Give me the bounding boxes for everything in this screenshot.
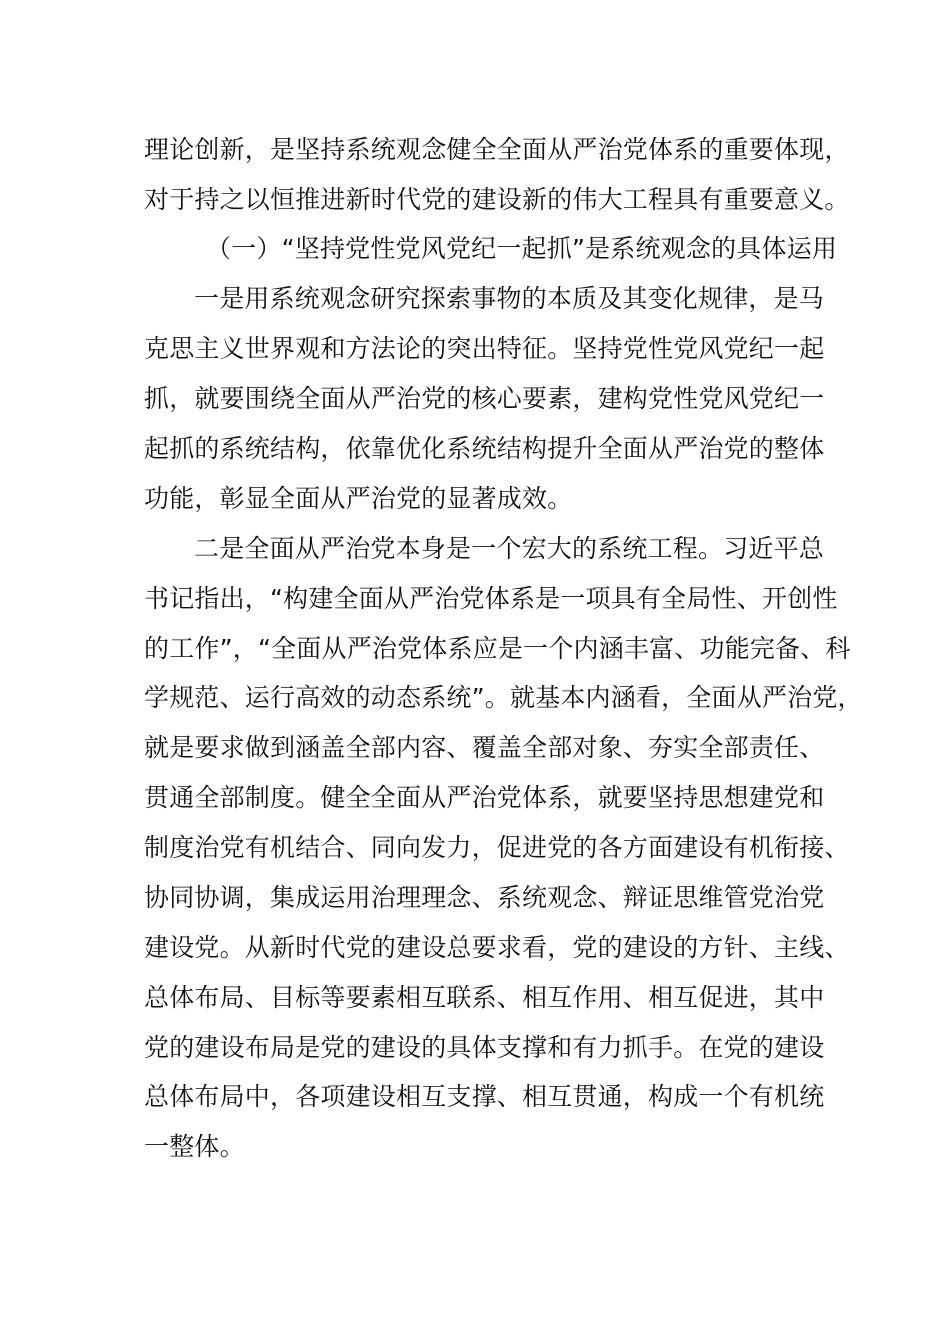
text-line: 党的建设布局是党的建设的具体支撑和有力抓手。在党的建设 [144,1033,825,1062]
text-line: 起抓的系统结构，依靠优化系统结构提升全面从严治党的整体 [144,434,825,463]
text-line: 就是要求做到涵盖全部内容、覆盖全部对象、夯实全部责任、 [144,733,825,762]
text-line: 总体布局、目标等要素相互联系、相互作用、相互促进，其中 [144,983,825,1012]
text-line: 协同协调，集成运用治理理念、系统观念、辩证思维管党治党 [144,883,825,912]
text-line: 建设党。从新时代党的建设总要求看，党的建设的方针、主线、 [144,933,850,962]
paragraph-first-line: 一是用系统观念研究探索事物的本质及其变化规律，是马 [194,284,825,313]
paragraph-first-line: 二是全面从严治党本身是一个宏大的系统工程。习近平总 [194,534,825,563]
text-line: 克思主义世界观和方法论的突出特征。坚持党性党风党纪一起 [144,334,825,363]
text-line: 学规范、运行高效的动态系统”。就基本内涵看，全面从严治党， [144,683,863,712]
text-line: 一整体。 [144,1132,245,1161]
text-line: 对于持之以恒推进新时代党的建设新的伟大工程具有重要意义。 [144,185,850,214]
text-line: 功能，彰显全面从严治党的显著成效。 [144,484,573,513]
section-heading: （一）“坚持党性党风党纪一起抓”是系统观念的具体运用 [206,234,838,263]
text-line: 总体布局中，各项建设相互支撑、相互贯通，构成一个有机统 [144,1082,825,1111]
text-line: 抓，就要围绕全面从严治党的核心要素，建构党性党风党纪一 [144,384,825,413]
text-line: 书记指出，“构建全面从严治党体系是一项具有全局性、开创性 [144,584,838,613]
text-line: 贯通全部制度。健全全面从严治党体系，就要坚持思想建党和 [144,783,825,812]
text-line: 的工作”，“全面从严治党体系应是一个内涵丰富、功能完备、科 [144,634,851,663]
text-line: 制度治党有机结合、同向发力，促进党的各方面建设有机衔接、 [144,833,850,862]
text-line: 理论创新，是坚持系统观念健全全面从严治党体系的重要体现， [144,135,850,164]
